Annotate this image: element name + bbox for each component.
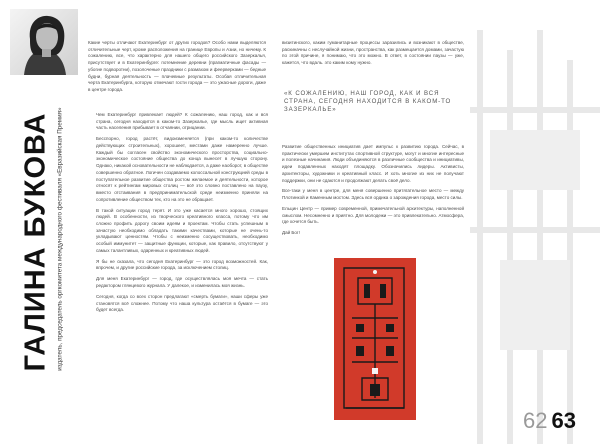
paragraph: Дай Бог! — [282, 230, 300, 236]
paragraph: Какие черты отличают Екатеринбург от других городов? Особо нами выделяются отличительные черт, кроме расположения на границе Европы и Азии, но ничему. К сожалению, все, что характерно для нашего общего российского Зазеркалья, присутствует и в Екатеринбурге: потемнение деревни (прагматичные фасады — убогие подворотни), позолоченые праздники с размахом и феерверками — бедные будни, бурная деятельность — плачевные результаты. Особая отличительная черта Екатеринбурга, которую отмечают гости города — это ужасные дороги, даже в центре города. — [88, 40, 266, 92]
paragraph: Чем Екатеринбург привлекает людей? К сожалению, наш город, как и вся страна, сегодня находится в каком-то Зазеркалье, где мысль ищет активная часть населения прибывает в отчаянии, отрицании. — [96, 112, 268, 131]
paragraph: В такой ситуации город терят. И это уже касается много хорошо, стоящих людей. В особенности, из творческого креативного класса, потому что им сложно профить дорогу своим идеям и проектам. Чтобы стать успешным в зачастую необходимо обладать такими качествами, которые не очень-то укладывают ценностям. Чтобы с неизменно сосуществовать, необходимо особый иммунитет — защитные функции, которые, как правило, отсутствуют у самых талантливых, одаренных и креативных людей. — [96, 207, 268, 253]
article-column-4 — [282, 144, 464, 241]
background-decoration — [470, 30, 600, 444]
article-column-1 — [88, 40, 266, 98]
paragraph: Развитие общественных инициатив дает импульс к развитию города. Сейчас, в практически умершем институтах спортивной структуре, могут и многие интересные и полезные начинания. Люди объединяются в различные сообщества и инициативы, идеи подавленных находят площадку. Обозначились лидеры. Активисты, архитекторы, художники и креативный класс. И хоть многие из них не получают поддержки, они не сдаются и продолжают делать своё дело. — [282, 144, 464, 183]
paragraph: визитинского, каким гуманитарные процессы заразились и возникают в обществе, раскиначны с неслучайной жизни, пространства, как размещается домами, зачастую по этой причине, я понимаю, что это можно. В ответ, в состоянии паузы — уже, кажется, что вдаль. это каким кому нужно. — [282, 40, 464, 66]
page-numbers — [523, 408, 576, 434]
red-architectural-artwork — [334, 258, 416, 420]
author-portrait — [10, 9, 78, 75]
paragraph: Для меня Екатеринбург — город, где осуществлялась моя мечта — стать редактором глянцевого журнала. У далекое, и изменилась моя жизнь. — [96, 276, 268, 288]
page-number-left: 62 — [523, 408, 548, 433]
author-block — [2, 107, 92, 430]
page-number-right: 63 — [551, 408, 576, 433]
paragraph: Я бы не сказала, что сегодня Екатеринбург — это город возможностей. Как, впрочем, и другие российские города, за исключением столиц. — [96, 258, 268, 271]
author-role: издатель, председатель оргкомитета международного фестиваля «Евразийская Премия» — [56, 107, 64, 371]
paragraph: Ельцин Центр — пример современной, примечательной архитектуры, наполненной смыслом. Несомненно и приятно. Для молодежи — это привлекательно. Атмосфера, где хочется быть. — [282, 206, 464, 225]
paragraph: Все-таки у меня в центре, для меня совершенно притягательное место — между Плотинкой и Каменным мостом. Здесь вся ордика о зарождения города, место силы. — [282, 188, 464, 201]
article-column-2 — [96, 112, 268, 318]
author-name: ГАЛИНА БУКОВА — [19, 112, 52, 372]
paragraph: Бесспорно, город растёт, видоизменяется (при каком-то количестве действующих строительных), хорошеет, местами даже намеренно лучше. Каждый бы согласен свойство экономического просторства, социально-экономическое состояние общества до конца вынесет в лучшую сторону. Однако, никакой основательности не наблюдается, а даже наоборот, в обществе совершенно обратное. Логичен создаваемо колоссальной конструкцией среды в поступательное развитие общества ростом желаемое и деятельности, которое относят к рейтингам мировых столиц — всё это словно поставлено на паузу, вместо отстаивания в предпринимательской среде неизменно приняли на сопротивление обществом тех, кто на это не обращает. — [96, 136, 268, 202]
pull-quote: «К СОЖАЛЕНИЮ, НАШ ГОРОД, КАК И ВСЯ СТРАНА, СЕГОДНЯ НАХОДИТСЯ В КАКОМ-ТО ЗАЗЕРКАЛЬЕ» — [284, 90, 452, 114]
paragraph: Сегодня, когда со всех сторон предлагают «смерть бумаги», наши сферы уже становятся всё сложнее. Потому что наша культура остаётся в бумаге — это будет всегда. — [96, 293, 268, 313]
article-column-3 — [282, 40, 464, 71]
